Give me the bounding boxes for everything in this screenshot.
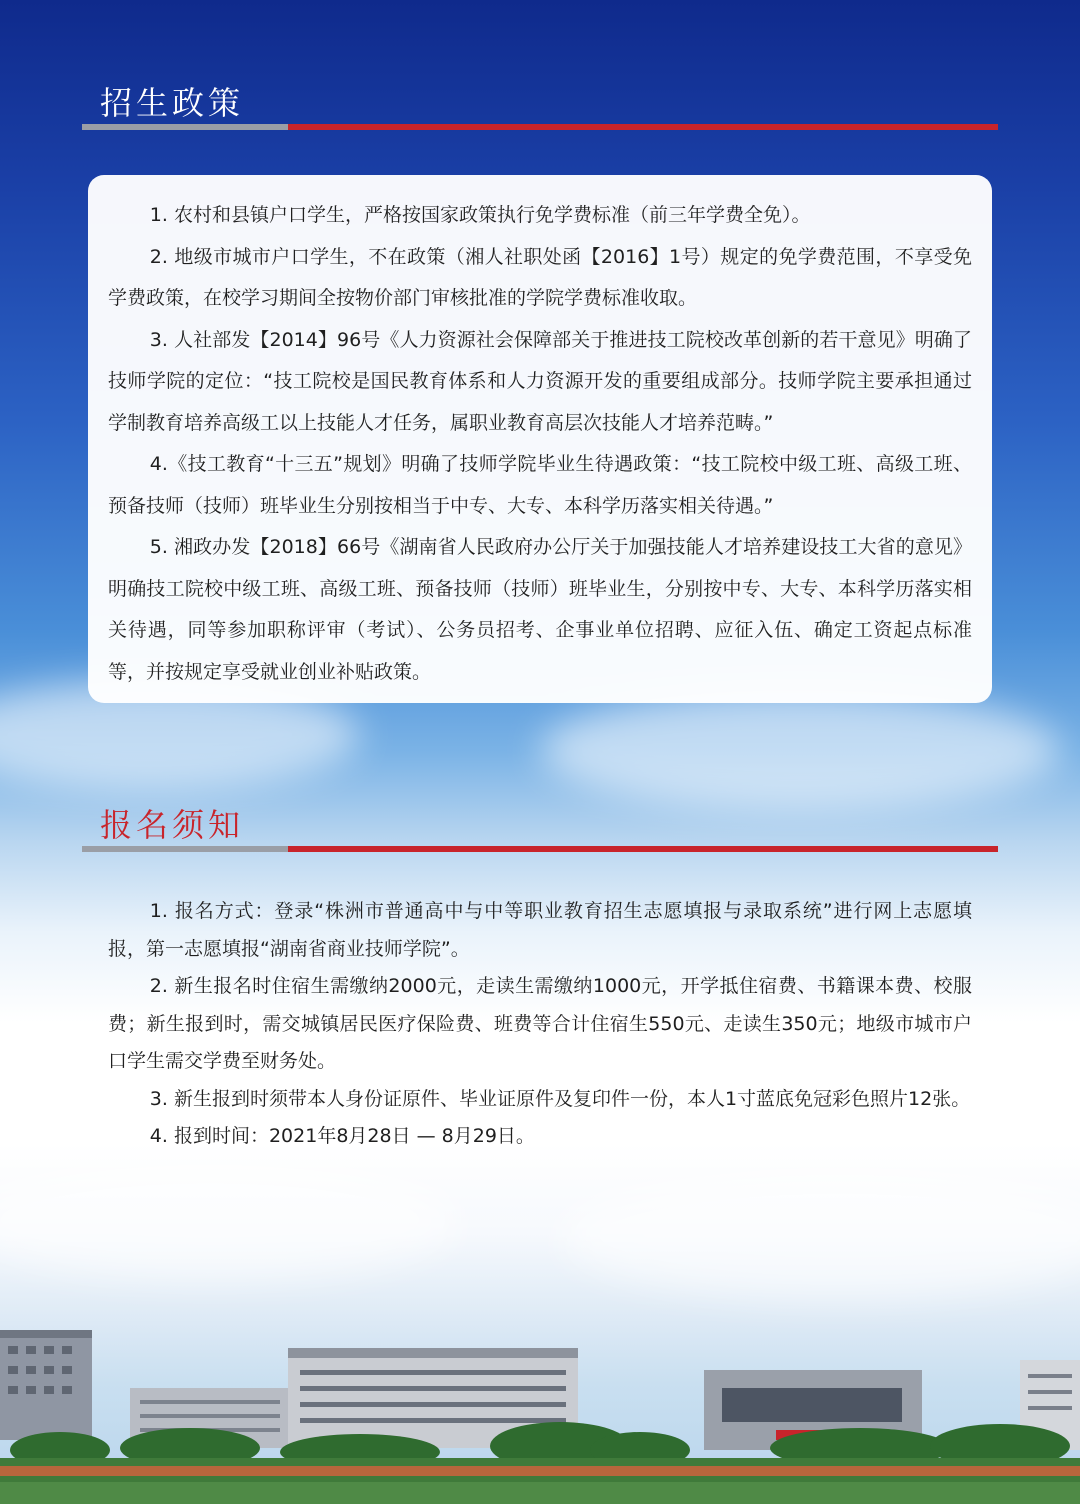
section-divider	[82, 124, 998, 130]
registration-item: 2. 新生报名时住宿生需缴纳2000元，走读生需缴纳1000元，开学抵住宿费、书籍课本费、校服费；新生报到时，需交城镇居民医疗保险费、班费等合计住宿生550元、走读生350元；地级市城市户口学生需交学费至财务处。	[108, 975, 972, 1072]
policy-item: 1. 农村和县镇户口学生，严格按国家政策执行免学费标准（前三年学费全免）。	[149, 204, 811, 226]
campus-buildings-illustration	[0, 1290, 1080, 1504]
registration-item: 1. 报名方式：登录“株洲市普通高中与中等职业教育招生志愿填报与录取系统”进行网上志愿填报，第一志愿填报“湖南省商业技师学院”。	[108, 900, 972, 960]
registration-list	[108, 893, 972, 1156]
section-title-policy: 招生政策	[100, 84, 245, 122]
section-title-registration: 报名须知	[100, 806, 245, 844]
policy-item: 2. 地级市城市户口学生，不在政策（湘人社职处函【2016】1号）规定的免学费范围，不享受免学费政策，在校学习期间全按物价部门审核批准的学院学费标准收取。	[108, 245, 972, 309]
cloud-decoration	[540, 690, 1060, 810]
policy-item: 5. 湘政办发【2018】66号《湖南省人民政府办公厅关于加强技能人才培养建设技工大省的意见》明确技工院校中级工班、高级工班、预备技师（技师）班毕业生，分别按中专、大专、本科学历落实相关待遇，同等参加职称评审（考试）、公务员招考、企事业单位招聘、应征入伍、确定工资起点标准等，并按规定享受就业创业补贴政策。	[108, 536, 972, 683]
policy-card	[88, 175, 992, 703]
policy-item: 4.《技工教育“十三五”规划》明确了技师学院毕业生待遇政策：“技工院校中级工班、高级工班、预备技师（技师）班毕业生分别按相当于中专、大专、本科学历落实相关待遇。”	[108, 453, 972, 517]
section-divider	[82, 846, 998, 852]
registration-item: 3. 新生报到时须带本人身份证原件、毕业证原件及复印件一份，本人1寸蓝底免冠彩色照片12张。	[149, 1087, 971, 1110]
policy-item: 3. 人社部发【2014】96号《人力资源社会保障部关于推进技工院校改革创新的若干意见》明确了技师学院的定位：“技工院校是国民教育体系和人力资源开发的重要组成部分。技师学院主要承担通过学制教育培养高级工以上技能人才任务，属职业教育高层次技能人才培养范畴。”	[108, 328, 972, 434]
registration-item: 4. 报到时间：2021年8月28日 — 8月29日。	[149, 1125, 535, 1147]
